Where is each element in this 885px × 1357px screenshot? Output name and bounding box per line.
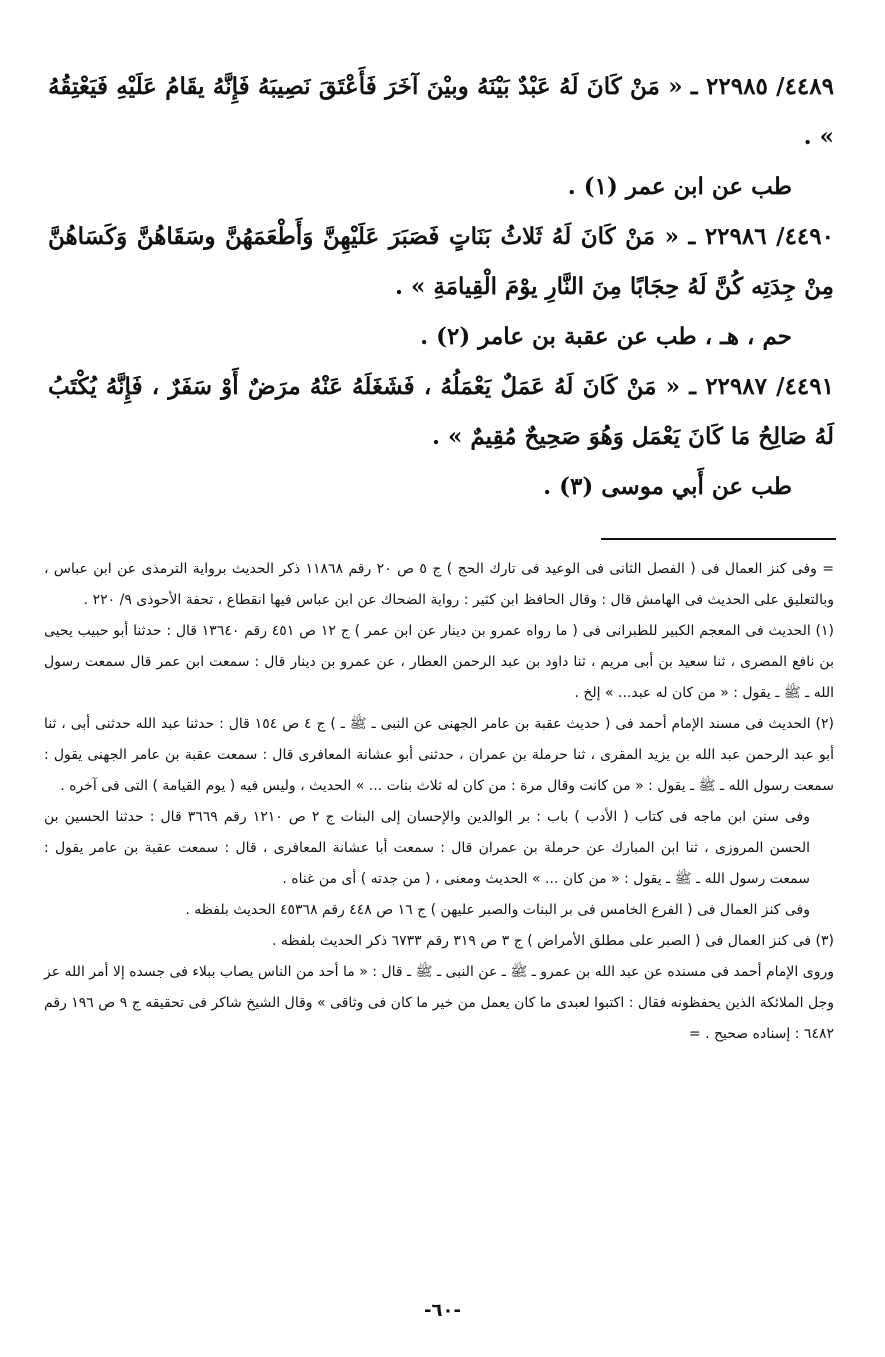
main-text — [48, 62, 834, 512]
footnote-2-kanz: وفى كنز العمال فى ( الفرع الخامس فى بر البنات والصبر عليهن ) ج ١٦ ص ٤٤٨ رقم ٤٥٣٦٨ الحديث بلفظه . — [185, 902, 810, 918]
hadith-4491-source: طب عن أَبي موسى (٣) . — [543, 473, 792, 500]
footnote-1: (١) الحديث فى المعجم الكبير للطبرانى فى ( ما رواه عمرو بن دينار عن ابن عمر ) ج ١٢ ص ٤٥١ رقم ١٣٦٤٠ قال : حدثنا أبو حبيب يحيى بن نافع المصرى ، ثنا سعيد بن أبى مريم ، ثنا داود بن عبد الرحمن العطار ، عن عمرو بن دينار قال : سمعت ابن عمر قال سمعت رسول الله ـ ﷺ ـ يقول : « من كان له عبد... » إلخ . — [44, 623, 835, 701]
footnote-3-ahmad: وروى الإمام أحمد فى مسنده عن عبد الله بن عمرو ـ ﷺ ـ عن النبى ـ ﷺ ـ قال : « ما أحد من الناس يصاب ببلاء فى جسده إلا أمر الله عز وجل الملائكة الذين يحفظونه فقال : اكتبوا لعبدى ما كان يعمل من خير ما كان فى وثاقى » وقال الشيخ شاكر فى تحقيقه ج ٩ ص ١٩٦ رقم ٦٤٨٢ : إسناده صحيح . = — [44, 964, 834, 1042]
hadith-4491: ٤٤٩١/ ٢٢٩٨٧ ـ « مَنْ كَانَ لَهُ عَمَلٌ يَعْمَلُهُ ، فَشَغَلَهُ عَنْهُ مرَضٌ أَوْ سَفَرٌ ، فَإِنَّهُ يُكْتَبُ لَهُ صَالِحُ مَا كَانَ يَعْمَل وَهُوَ صَحِيحٌ مُقِيمٌ » . — [48, 373, 834, 450]
hadith-4489-source: طب عن ابن عمر (١) . — [567, 173, 792, 200]
hadith-4490: ٤٤٩٠/ ٢٢٩٨٦ ـ « مَنْ كَانَ لَهُ ثَلاثُ بَنَاتٍ فَصَبَرَ عَلَيْهِنَّ وَأَطْعَمَهُنَّ وسَقَاهُنَّ وَكَسَاهُنَّ مِنْ جِدَتِه كُنَّ لَهُ حِجَابًا مِنَ النَّارِ يوْمَ الْقِيامَةِ » . — [48, 223, 834, 300]
footnote-2: (٢) الحديث فى مسند الإمام أحمد فى ( حديث عقبة بن عامر الجهنى عن النبى ـ ﷺ ـ ) ج ٤ ص ١٥٤ قال : حدثنا عبد الله حدثنى أبى ، ثنا أبو عبد الرحمن عبد الله بن يزيد المقرى ، ثنا حرملة بن عمران ، حدثنى أبو عشانة المعافرى قال : سمعت عقبة بن عامر الجهنى يقول : سمعت رسول الله ـ ﷺ ـ يقول : « من كانت وقال مرة : من كان له ثلاث بنات ... » الحديث ، وليس فيه ( يوم القيامة ) التى فى آخره . — [44, 716, 834, 794]
page-number: -٦٠- — [424, 1300, 461, 1321]
footnote-continuation: = وفى كنز العمال فى ( الفصل الثانى فى الوعيد فى تارك الحج ) ج ٥ ص ٢٠ رقم ١١٨٦٨ ذكر الحديث برواية الترمذى عن ابن عباس ، وبالتعليق على الحديث فى الهامش قال : وقال الحافظ ابن كثير : رواية الضحاك عن ابن عباس فيها انقطاع ، تحفة الأحوذى ٩/ ٢٢٠ . — [44, 561, 835, 608]
footnote-divider — [601, 538, 836, 540]
footnote-3: (٣) فى كنز العمال فى ( الصبر على مطلق الأمراض ) ج ٣ ص ٣١٩ رقم ٦٧٣٣ ذكر الحديث بلفظه . — [271, 933, 834, 949]
hadith-4489: ٤٤٨٩/ ٢٢٩٨٥ ـ « مَنْ كَانَ لَهُ عَبْدٌ بَيْنَهُ وبيْنَ آخَرَ فَأَعْتَقَ نَصِيبَهُ فَإِنَّهُ يقَامُ عَلَيْهِ فَيَعْتِقُهُ » . — [48, 73, 834, 150]
hadith-4490-source: حم ، هـ ، طب عن عقبة بن عامر (٢) . — [420, 323, 792, 350]
footnotes — [44, 554, 834, 1050]
footnote-2-ibn-majah: وفى سنن ابن ماجه فى كتاب ( الأدب ) باب : بر الوالدين والإحسان إلى البنات ج ٢ ص ١٢١٠ رقم ٣٦٦٩ قال : حدثنا الحسين بن الحسن المروزى ، ثنا ابن المبارك عن حرملة بن عمران قال : سمعت أبا عشانة المعافرى ، قال : سمعت عقبة بن عامر يقول : سمعت رسول الله ـ ﷺ ـ يقول : « من كان ... » الحديث ومعنى ، ( من جدته ) أى من غناه . — [44, 809, 811, 887]
